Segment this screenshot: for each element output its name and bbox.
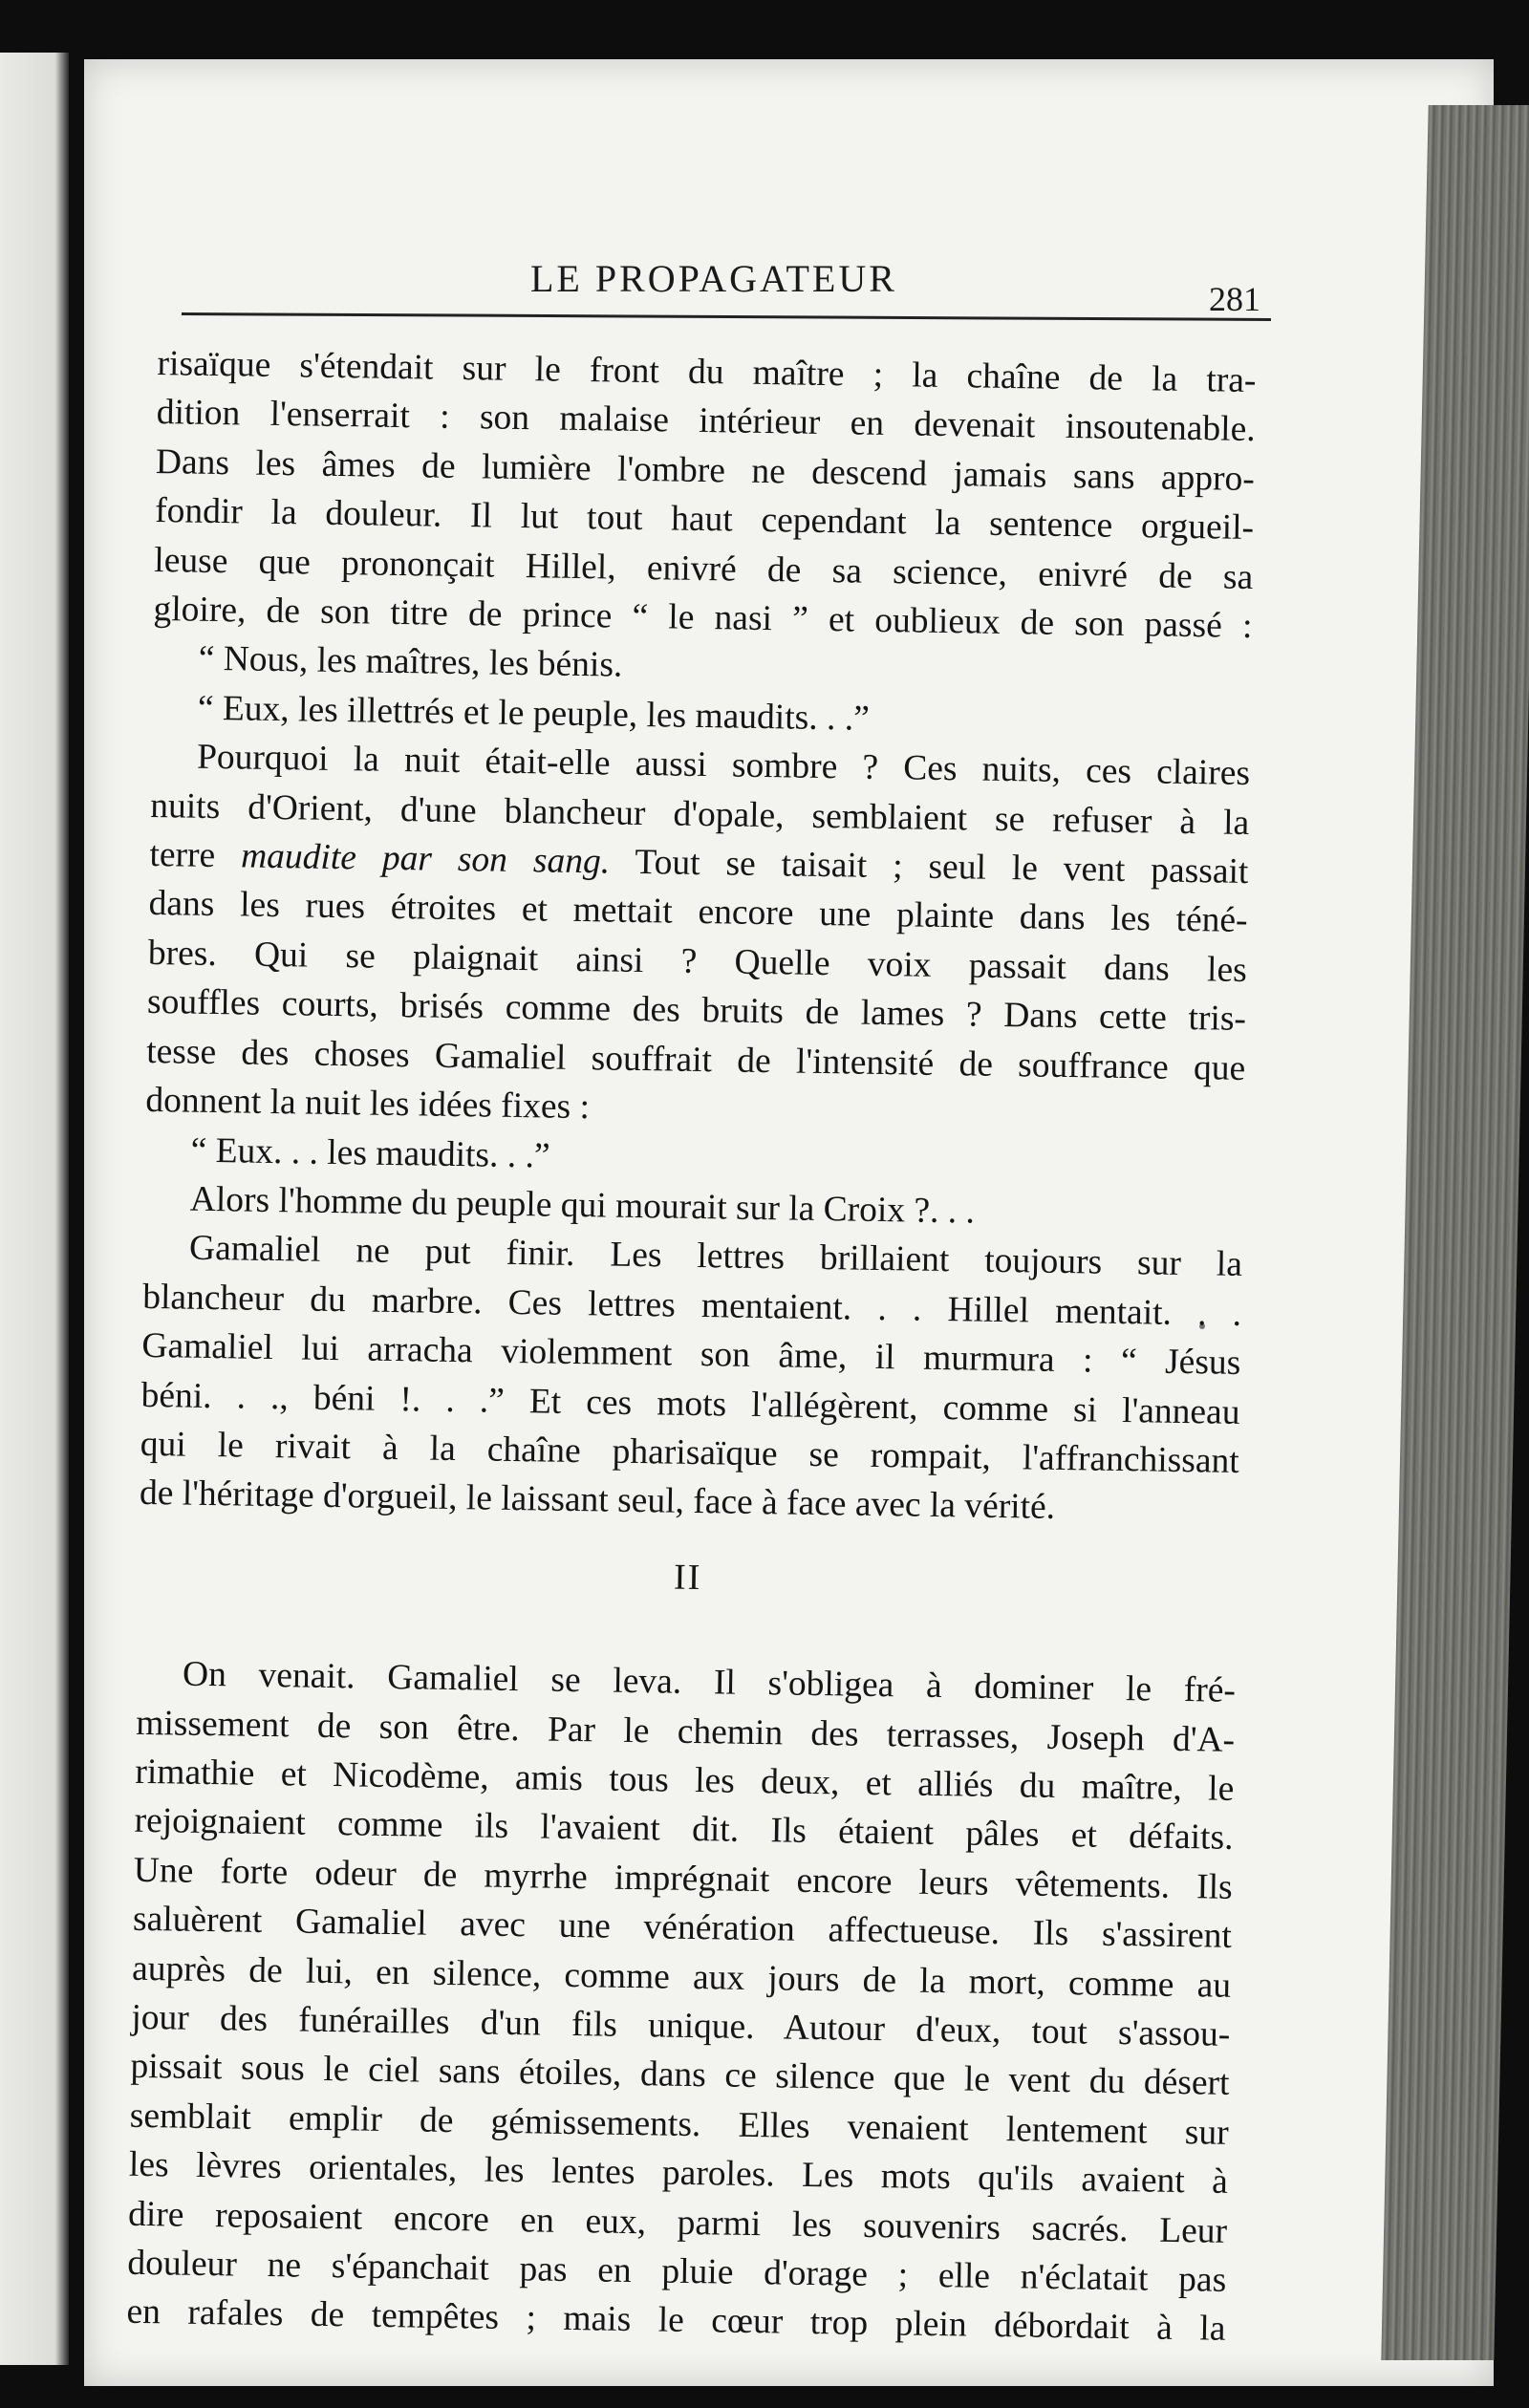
text-line: auprès de lui, en silence, comme aux jours de la mort, comme au	[131, 1948, 1232, 2006]
text-fragment: terre	[149, 834, 216, 876]
paragraph-last-line: donnent la nuit les idées fixes :	[145, 1080, 591, 1128]
text-line: Gamaliel lui arracha violemment son âme, il murmura : “ Jésus	[141, 1325, 1241, 1384]
text-line: tesse des choses Gamaliel souffrait de l'intensité de souffrance que	[145, 1031, 1246, 1088]
paragraph-first-line: On venait. Gamaliel se leva. Il s'obligea à dominer le fré-	[182, 1654, 1237, 1711]
text-line: en rafales de tempêtes ; mais le cœur trop plein débordait à la	[126, 2292, 1226, 2350]
text-line: fondir la douleur. Il lut tout haut cependant la sentence orgueil-	[154, 491, 1255, 548]
text-line: Une forte odeur de myrrhe imprégnait encore leurs vêtements. Ils	[133, 1850, 1234, 1907]
italic-phrase: maudite par son sang.	[240, 836, 611, 882]
text-line: gloire, de son titre de prince “ le nasi ” et oublieux de son passé :	[153, 589, 1253, 647]
paragraph-last-line: de l'héritage d'orgueil, le laissant seul, face à face avec la vérité.	[139, 1473, 1056, 1528]
text-line: pissait sous le ciel sans étoiles, dans ce silence que le vent du désert	[130, 2047, 1230, 2104]
running-head: LE PROPAGATEUR	[530, 257, 897, 300]
text-line: rimathie et Nicodème, amis tous les deux, et alliés du maître, le	[135, 1752, 1235, 1809]
text-line: béni. . ., béni !. . .” Et ces mots l'allégèrent, comme si l'anneau	[140, 1375, 1240, 1432]
text-line: qui le rivait à la chaîne pharisaïque se rompait, l'affranchissant	[140, 1424, 1240, 1481]
paragraph-first-line: Pourquoi la nuit était-elle aussi sombre ? Ces nuits, ces claires	[196, 737, 1251, 794]
text-line: dition l'enserrait : son malaise intérieur en devenait insoutenable.	[156, 393, 1256, 450]
text-line: douleur ne s'épanchait pas en pluie d'orage ; elle n'éclatait pas	[127, 2243, 1227, 2300]
text-line: les lèvres orientales, les lentes paroles. Les mots qu'ils avaient à	[128, 2144, 1229, 2203]
text-line: jour des funérailles d'un fils unique. Autour d'eux, tout s'assou-	[131, 1997, 1231, 2054]
text-line: rejoignaient comme ils l'avaient dit. Ils étaient pâles et défaits.	[134, 1801, 1234, 1859]
facing-page-edge	[0, 53, 69, 2365]
section-numeral: II	[673, 1557, 702, 1598]
text-line: semblait emplir de gémissements. Elles venaient lentement sur	[129, 2096, 1229, 2153]
text-line: Dans les âmes de lumière l'ombre ne descend jamais sans appro-	[155, 441, 1256, 499]
page-number: 281	[1209, 280, 1260, 318]
quote-line: “ Eux, les illettrés et le peuple, les maudits. . .”	[197, 688, 871, 739]
text-line: bres. Qui se plaignait ainsi ? Quelle voix passait dans les	[147, 933, 1248, 990]
text-line: nuits d'Orient, d'une blancheur d'opale, semblaient se refuser à la	[150, 785, 1250, 843]
text-fragment: Tout se taisait ; seul le vent passait	[635, 842, 1249, 892]
text-line: missement de son être. Par le chemin des terrasses, Joseph d'A-	[135, 1703, 1236, 1760]
paragraph-first-line: Gamaliel ne put finir. Les lettres brillaient toujours sur la	[188, 1228, 1243, 1285]
text-line: leuse que prononçait Hillel, enivré de sa science, enivré de sa	[154, 540, 1254, 597]
text-line: dans les rues étroites et mettait encore une plainte dans les téné-	[148, 884, 1248, 941]
body-text	[126, 339, 1257, 2354]
quote-line: “ Nous, les maîtres, les bénis.	[198, 639, 623, 686]
text-line: blancheur du marbre. Ces lettres mentaient. . . Hillel mentait. . .	[141, 1277, 1242, 1334]
text-line: dire reposaient encore en eux, parmi les souvenirs sacrés. Leur	[127, 2194, 1228, 2251]
quote-line: “ Eux. . . les maudits. . .”	[190, 1130, 550, 1176]
text-line: saluèrent Gamaliel avec une vénération affectueuse. Ils s'assirent	[132, 1899, 1233, 1957]
text-line: risaïque s'étendait sur le front du maître ; la chaîne de la tra-	[157, 343, 1257, 401]
text-line: souffles courts, brisés comme des bruits de lames ? Dans cette tris-	[146, 982, 1247, 1040]
paragraph-line: Alors l'homme du peuple qui mourait sur la Croix ?. . .	[189, 1179, 976, 1232]
